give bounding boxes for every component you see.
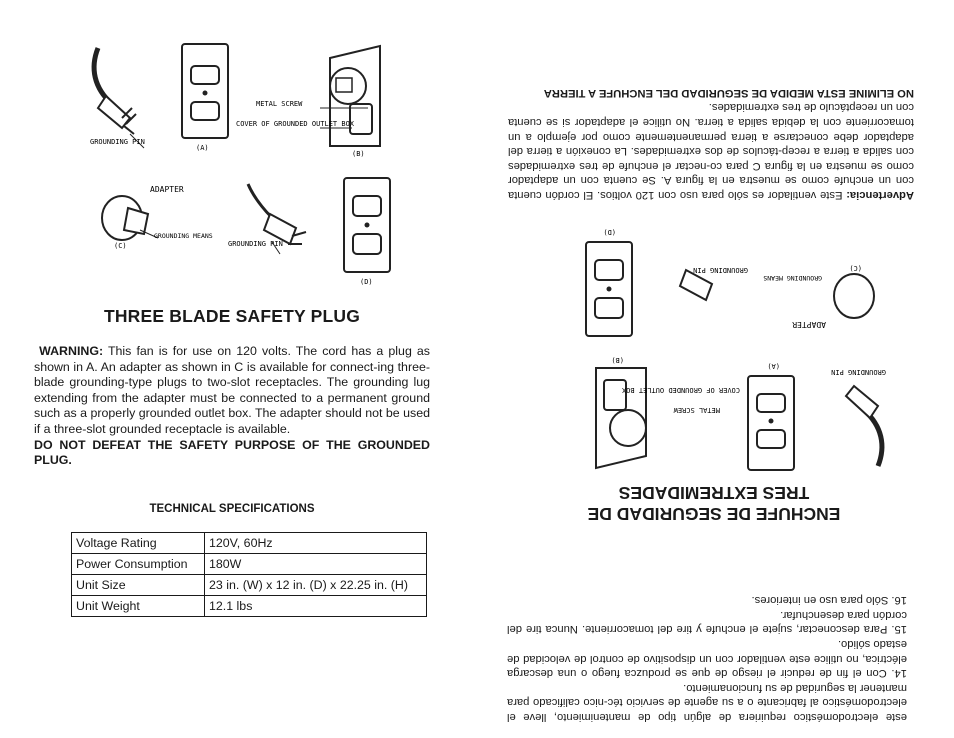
outlet-d-socket-top xyxy=(595,298,623,318)
spec-label: Power Consumption xyxy=(72,554,205,575)
cord-shape xyxy=(94,48,112,104)
adapter-b-face xyxy=(336,78,352,92)
adapter-b-shape xyxy=(610,410,646,446)
outlet-a-socket-top xyxy=(757,430,785,448)
outlet-a-screw xyxy=(769,419,774,424)
spec-label: Unit Weight xyxy=(72,596,205,617)
outlet-d-socket-bottom xyxy=(353,234,381,254)
adapter-c-tab xyxy=(124,208,148,234)
cover-box-label: COVER OF GROUNDED OUTLET BOX xyxy=(236,120,355,128)
cover-box-label: COVER OF GROUNDED OUTLET BOX xyxy=(621,386,740,394)
spanish-title xyxy=(534,482,894,524)
grounding-means-label: GROUNDING MEANS xyxy=(154,232,213,240)
spanish-warning xyxy=(508,85,914,202)
specs-table xyxy=(71,532,427,617)
outlet-d-socket-bottom xyxy=(595,260,623,280)
outlet-d-socket-top xyxy=(353,196,381,216)
item-14: 14. Con el fin de reducir el riesgo de que se produzca fuego o una descarga eléctrica, no utilice este ventilador con un dispositivo de control de velocidad de estado sólido. xyxy=(507,638,907,680)
outlet-a-screw xyxy=(203,91,208,96)
cord-shape xyxy=(864,410,882,466)
metal-screw-label: METAL SCREW xyxy=(673,406,720,414)
spanish-warning-text: Este ventilador es sólo para uso con 120 voltios. El cordón cuenta con un enchufe como se muestra en la figura A. Se cuenta con un adaptador como se muestra en la figura C para co-nectar el enchufe de tres extremidades con salida a tierra a recep-táculos de dos extremidades. La conexión a tierra del adaptador debe conectarse a tierra permanentemente como por ejemplo a un tomacorriente con la debida salida a tierra. No utilice el adaptador si se cuenta con un receptáculo de tres extremidades. xyxy=(508,101,914,201)
right-page-content xyxy=(477,0,954,738)
label-b: (B) xyxy=(352,150,365,158)
spanish-diagram-svg xyxy=(560,226,892,476)
specs-title: TECHNICAL SPECIFICATIONS xyxy=(149,503,315,515)
continued-text-block xyxy=(507,593,907,724)
spec-value: 120V, 60Hz xyxy=(205,533,427,554)
label-c: (C) xyxy=(114,242,127,250)
table-row xyxy=(72,554,427,575)
outlet-a-socket-top xyxy=(191,66,219,84)
label-c: (C) xyxy=(849,264,862,272)
spanish-title-line-2: TRES EXTREMIDADES xyxy=(618,483,810,503)
item-15: 15. Para desconectar, sujete el enchufe y tire del tomacorriente. Nunca tire del cordón para desenchufar. xyxy=(507,608,907,636)
table-row xyxy=(72,596,427,617)
grounding-pin-label-2: GROUNDING PIN xyxy=(693,266,748,274)
item-16: 16. Sólo para uso en interiores. xyxy=(751,594,907,607)
plug-2-body xyxy=(680,270,712,300)
grounding-pin-label-1: GROUNDING PIN xyxy=(90,138,145,146)
outlet-d-screw xyxy=(607,287,612,292)
grounding-pin-label-2: GROUNDING PIN xyxy=(228,240,283,248)
warning-bold-statement: DO NOT DEFEAT THE SAFETY PURPOSE OF THE GROUNDED PLUG. xyxy=(34,437,430,468)
grounding-pin-shape xyxy=(124,126,134,134)
label-d: (D) xyxy=(603,228,616,236)
spec-label: Voltage Rating xyxy=(72,533,205,554)
adapter-label: ADAPTER xyxy=(150,185,184,194)
spanish-warning-bold: NO ELIMINE ESTA MEDIDA DE SEGURIDAD DEL ENCHUFE A TIERRA xyxy=(543,86,914,99)
adapter-c-shape xyxy=(834,274,874,318)
spec-value: 180W xyxy=(205,554,427,575)
grounding-pin-label-1: GROUNDING PIN xyxy=(831,368,886,376)
outlet-a-socket-bottom xyxy=(191,102,219,120)
continued-paragraph: este electrodoméstico requiriera de algún tipo de mantenimiento, lleve el electrodoméstico al fabricante o a su agente de servicio téc-nico calificado para mantener la seguridad de su funcionamiento. xyxy=(507,681,907,723)
plug-diagram-svg xyxy=(84,38,416,288)
outlet-b-socket xyxy=(604,380,626,410)
grounding-plug-diagram xyxy=(84,38,416,288)
label-b: (B) xyxy=(611,356,624,364)
outlet-d-screw xyxy=(365,223,370,228)
right-page-rotated xyxy=(477,0,954,738)
spec-label: Unit Size xyxy=(72,575,205,596)
metal-screw-label: METAL SCREW xyxy=(256,100,303,108)
warning-label: WARNING: xyxy=(39,344,104,358)
adapter-label: ADAPTER xyxy=(792,320,826,329)
label-d: (D) xyxy=(360,278,373,286)
plug-body-shape xyxy=(98,96,130,128)
spanish-warning-label: Advertencia: xyxy=(846,189,914,201)
spanish-title-line-1: ENCHUFE DE SEGURIDAD DE xyxy=(587,504,841,524)
warning-text: This fan is for use on 120 volts. The cord has a plug as shown in A. An adapter as shown in C is available for connect-ing three-blade grounding-type plugs to two-slot receptacles. The grounding lug extending from the adapter must be connected to a permanent ground such as a properly grounded outlet box. The adapter should not be used if a three-slot grounded receptacle is available. xyxy=(34,344,430,436)
warning-paragraph xyxy=(34,344,430,469)
grounding-means-label: GROUNDING MEANS xyxy=(763,274,822,282)
page-title: THREE BLADE SAFETY PLUG xyxy=(103,306,361,326)
label-a: (A) xyxy=(767,362,780,370)
spec-value: 12.1 lbs xyxy=(205,596,427,617)
table-row xyxy=(72,533,427,554)
spanish-diagram xyxy=(560,226,892,476)
outlet-a-socket-bottom xyxy=(757,394,785,412)
spec-value: 23 in. (W) x 12 in. (D) x 22.25 in. (H) xyxy=(205,575,427,596)
table-row xyxy=(72,575,427,596)
label-a: (A) xyxy=(196,144,209,152)
plug-body-shape xyxy=(846,386,878,418)
